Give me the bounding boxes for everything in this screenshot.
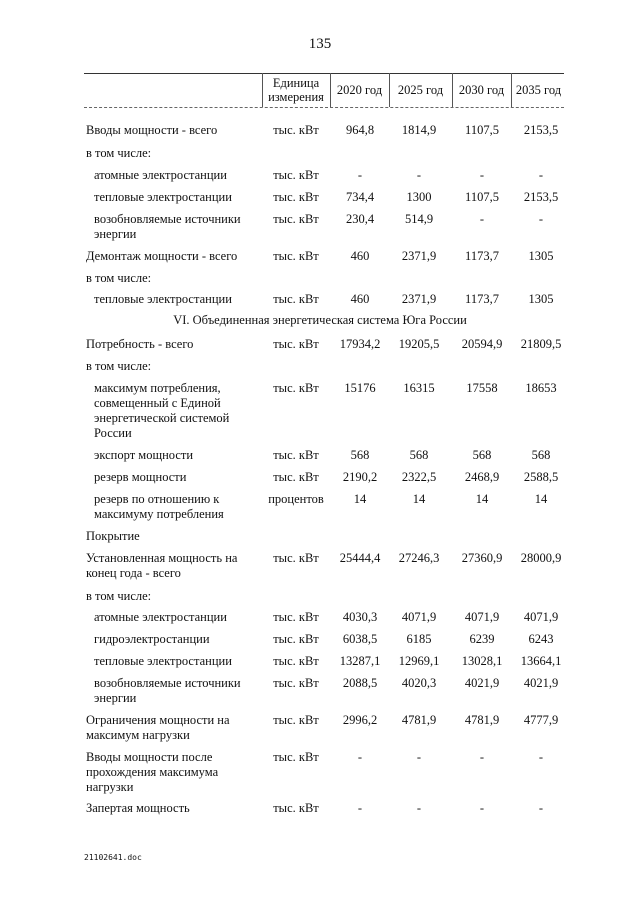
row-label: атомные электростанции: [94, 168, 227, 182]
value-cell: 2153,5: [523, 123, 559, 137]
row-label: Покрытие: [86, 529, 140, 543]
value-cell: 734,4: [345, 190, 375, 204]
value-cell: 6243: [528, 632, 554, 646]
value-cell: -: [357, 750, 363, 764]
value-cell: -: [479, 168, 485, 182]
row-unit: тыс. кВт: [273, 801, 319, 815]
row-unit: тыс. кВт: [273, 212, 319, 226]
row-unit: тыс. кВт: [273, 190, 319, 204]
row-label: атомные электростанции: [94, 610, 227, 624]
row-unit: тыс. кВт: [273, 337, 319, 351]
value-cell: 1173,7: [465, 292, 499, 306]
value-cell: 2588,5: [523, 470, 559, 484]
row-label: максимум потребления, совмещенный с Единой энергетической системой России: [94, 381, 230, 440]
value-cell: 2322,5: [401, 470, 437, 484]
value-cell: 460: [350, 249, 370, 263]
value-cell: -: [479, 750, 485, 764]
value-cell: 964,8: [345, 123, 375, 137]
row-unit: тыс. кВт: [273, 610, 319, 624]
row-label: экспорт мощности: [94, 448, 194, 462]
row-label: Демонтаж мощности - всего: [86, 249, 238, 263]
row-unit: тыс. кВт: [273, 470, 319, 484]
value-cell: -: [357, 801, 363, 815]
row-label: Установленная мощность на конец года - всего: [86, 551, 238, 580]
value-cell: -: [416, 750, 422, 764]
row-label: Запертая мощность: [86, 801, 190, 815]
row-label: тепловые электростанции: [94, 292, 232, 306]
value-cell: 19205,5: [398, 337, 440, 351]
value-cell: -: [538, 168, 544, 182]
row-unit: тыс. кВт: [273, 292, 319, 306]
value-cell: -: [538, 801, 544, 815]
row-label: в том числе:: [86, 589, 152, 603]
value-cell: -: [479, 801, 485, 815]
value-cell: 4777,9: [523, 713, 559, 727]
row-label: Вводы мощности - всего: [86, 123, 218, 137]
value-cell: 14: [353, 492, 367, 506]
value-cell: 4071,9: [464, 610, 500, 624]
value-cell: -: [416, 168, 422, 182]
row-label: тепловые электростанции: [94, 654, 232, 668]
unit-column-header: Единица измерения: [268, 76, 324, 104]
row-label: резерв мощности: [94, 470, 187, 484]
row-label: гидроэлектростанции: [94, 632, 210, 646]
row-label: в том числе:: [86, 271, 152, 285]
value-cell: 1173,7: [465, 249, 499, 263]
value-cell: 18653: [525, 381, 557, 395]
value-cell: 568: [472, 448, 492, 462]
row-label: резерв по отношению к максимуму потребления: [94, 492, 224, 521]
value-cell: 4021,9: [523, 676, 559, 690]
value-cell: 4021,9: [464, 676, 500, 690]
value-cell: -: [416, 801, 422, 815]
page-number: 135: [308, 36, 332, 52]
value-cell: 13287,1: [339, 654, 381, 668]
row-label: Ограничения мощности на максимум нагрузки: [86, 713, 230, 742]
value-cell: 4020,3: [401, 676, 437, 690]
value-cell: -: [538, 750, 544, 764]
value-cell: 568: [409, 448, 429, 462]
value-cell: 2996,2: [342, 713, 378, 727]
row-label: возобновляемые источники энергии: [94, 676, 241, 705]
value-cell: 6185: [406, 632, 432, 646]
value-cell: 1107,5: [465, 190, 499, 204]
header-bottom-rule: [84, 107, 564, 108]
value-cell: 14: [412, 492, 426, 506]
row-label: в том числе:: [86, 359, 152, 373]
row-label: Вводы мощности после прохождения максимума нагрузки: [86, 750, 219, 794]
row-label: тепловые электростанции: [94, 190, 232, 204]
value-cell: 28000,9: [520, 551, 562, 565]
year-column-header: 2035 год: [515, 83, 562, 97]
value-cell: 2371,9: [401, 249, 437, 263]
value-cell: 4030,3: [342, 610, 378, 624]
row-unit: тыс. кВт: [273, 448, 319, 462]
value-cell: 2371,9: [401, 292, 437, 306]
value-cell: 25444,4: [339, 551, 381, 565]
value-cell: 4071,9: [523, 610, 559, 624]
row-unit: тыс. кВт: [273, 750, 319, 764]
value-cell: 514,9: [404, 212, 434, 226]
section-title: VI. Объединенная энергетическая система Юга России: [173, 313, 467, 327]
value-cell: -: [538, 212, 544, 226]
year-column-header: 2030 год: [458, 83, 505, 97]
value-cell: 13664,1: [520, 654, 562, 668]
value-cell: 460: [350, 292, 370, 306]
value-cell: 2190,2: [342, 470, 378, 484]
value-cell: 1814,9: [401, 123, 437, 137]
value-cell: 230,4: [345, 212, 375, 226]
value-cell: 2088,5: [342, 676, 378, 690]
value-cell: 6038,5: [342, 632, 378, 646]
value-cell: 1107,5: [465, 123, 499, 137]
value-cell: -: [357, 168, 363, 182]
row-unit: тыс. кВт: [273, 168, 319, 182]
row-label: Потребность - всего: [86, 337, 194, 351]
row-unit: тыс. кВт: [273, 713, 319, 727]
value-cell: -: [479, 212, 485, 226]
row-unit: тыс. кВт: [273, 654, 319, 668]
row-unit: тыс. кВт: [273, 123, 319, 137]
value-cell: 21809,5: [520, 337, 562, 351]
row-unit: тыс. кВт: [273, 676, 319, 690]
value-cell: 16315: [403, 381, 435, 395]
value-cell: 14: [534, 492, 548, 506]
row-unit: тыс. кВт: [273, 381, 319, 395]
value-cell: 27246,3: [398, 551, 440, 565]
value-cell: 2153,5: [523, 190, 559, 204]
row-unit: тыс. кВт: [273, 632, 319, 646]
value-cell: 1300: [406, 190, 432, 204]
year-column-header: 2020 год: [336, 83, 383, 97]
value-cell: 4781,9: [464, 713, 500, 727]
value-cell: 17934,2: [339, 337, 381, 351]
value-cell: 2468,9: [464, 470, 500, 484]
value-cell: 15176: [344, 381, 376, 395]
value-cell: 17558: [466, 381, 498, 395]
value-cell: 568: [531, 448, 551, 462]
row-unit: процентов: [268, 492, 324, 506]
year-column-header: 2025 год: [397, 83, 444, 97]
value-cell: 6239: [469, 632, 495, 646]
value-cell: 13028,1: [461, 654, 503, 668]
value-cell: 568: [350, 448, 370, 462]
row-label: в том числе:: [86, 146, 152, 160]
value-cell: 20594,9: [461, 337, 503, 351]
value-cell: 12969,1: [398, 654, 440, 668]
value-cell: 14: [475, 492, 489, 506]
row-unit: тыс. кВт: [273, 551, 319, 565]
value-cell: 4071,9: [401, 610, 437, 624]
value-cell: 1305: [528, 292, 554, 306]
value-cell: 27360,9: [461, 551, 503, 565]
row-label: возобновляемые источники энергии: [94, 212, 241, 241]
row-unit: тыс. кВт: [273, 249, 319, 263]
value-cell: 4781,9: [401, 713, 437, 727]
file-name-footer: 21102641.doc: [84, 853, 142, 862]
value-cell: 1305: [528, 249, 554, 263]
header-top-rule: [84, 73, 564, 74]
